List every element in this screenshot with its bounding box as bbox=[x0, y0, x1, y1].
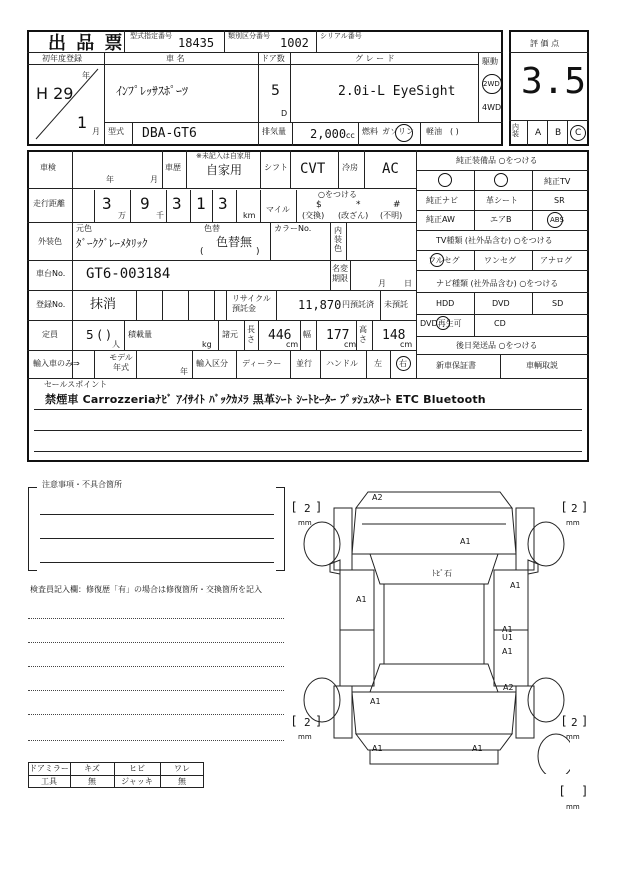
score-label: 評 価 点 bbox=[530, 39, 560, 48]
legend-r1-c4: ワレ bbox=[174, 764, 190, 773]
width-unit: cm bbox=[344, 340, 357, 349]
fuel-label: 燃料 bbox=[362, 127, 378, 136]
tire-rr-bracket-r: ] bbox=[582, 714, 587, 728]
class-no: 1002 bbox=[280, 36, 309, 50]
exterior-color-label: 外装色 bbox=[38, 237, 62, 246]
tire-rr-bracket-l: [ bbox=[562, 714, 567, 728]
class-no-label: 類別区分番号 bbox=[228, 32, 270, 40]
equip-abs: ABS bbox=[550, 216, 564, 224]
history-value: 自家用 bbox=[206, 163, 243, 177]
tire-rl-unit: mm bbox=[298, 733, 312, 741]
dmg-a1-u1-1: A1 bbox=[502, 625, 513, 634]
fuel-diesel: 軽油 bbox=[426, 127, 442, 136]
width-label: 幅 bbox=[303, 330, 311, 339]
orig-color: ﾀﾞｰｸｸﾞﾚｰﾒﾀﾘｯｸ bbox=[76, 237, 148, 250]
handle-right: 右 bbox=[399, 359, 407, 368]
inspector-label: 検査員記入欄：修復歴「有」の場合は修復箇所・交換箇所を記入 bbox=[30, 585, 262, 594]
capacity-unit: 人 bbox=[112, 340, 120, 349]
interior-a: A bbox=[535, 128, 542, 138]
mileage-digit-5: 3 bbox=[218, 194, 228, 213]
grade-value: 2.0i-L EyeSight bbox=[338, 84, 456, 99]
dims-label: 諸元 bbox=[222, 330, 238, 339]
recycle-label: リサイクル預託金 bbox=[232, 294, 271, 313]
navi-hdd: HDD bbox=[436, 299, 455, 308]
interior-c: C bbox=[575, 128, 582, 138]
dmg-a1-rear-l: A1 bbox=[372, 744, 383, 753]
meter-unknown-sym: # bbox=[393, 200, 401, 210]
meter-tamper-sym: * bbox=[356, 200, 361, 210]
equip-airbag: エアB bbox=[490, 215, 512, 224]
mileage-digit-3: 3 bbox=[172, 194, 182, 213]
dmg-a1-u1-3: A1 bbox=[502, 647, 513, 656]
name-change-day: 日 bbox=[404, 279, 412, 288]
width-value: 177 bbox=[326, 328, 350, 343]
tire-fl-bracket-r: ] bbox=[316, 500, 321, 514]
first-reg-era: H 29 bbox=[36, 84, 74, 103]
equip-aw-circle bbox=[494, 173, 508, 187]
page-title: 出 品 票 bbox=[48, 33, 125, 54]
load-label: 積載量 bbox=[128, 330, 152, 339]
navi-title: ナビ種類 (社外品含む) ○をつける bbox=[436, 279, 559, 288]
height-unit: cm bbox=[400, 340, 413, 349]
tire-fl-value: 2 bbox=[304, 502, 311, 515]
tire-fr-bracket-r: ] bbox=[582, 500, 587, 514]
handle-label: ハンドル bbox=[326, 359, 358, 368]
inspection-year: 年 bbox=[106, 175, 114, 184]
tire-spare-bracket-r: ] bbox=[582, 784, 587, 798]
import-div-label: 輸入区分 bbox=[196, 359, 228, 368]
equip-sr: SR bbox=[554, 196, 565, 205]
tv-fullseg: フルセグ bbox=[428, 256, 460, 265]
model-year-unit: 年 bbox=[180, 367, 188, 376]
navi-dvd: DVD bbox=[492, 299, 510, 308]
inspection-label: 車検 bbox=[40, 163, 56, 172]
car-name: ｲﾝﾌﾟﾚｯｻｽﾎﾟｰﾂ bbox=[116, 84, 189, 98]
dmg-a2-top: A2 bbox=[372, 493, 383, 502]
parallel: 並行 bbox=[296, 359, 312, 368]
grade-label: グ レ ー ド bbox=[355, 54, 395, 63]
load-unit: kg bbox=[202, 340, 212, 349]
displacement-value: 2,000 bbox=[310, 127, 347, 141]
equip-sr-circle bbox=[438, 173, 452, 187]
recycle-value: 11,870 bbox=[298, 298, 342, 312]
later-manual: 車輌取説 bbox=[526, 361, 558, 370]
shift-value: CVT bbox=[300, 161, 326, 177]
later-title: 後日発送品 ○をつける bbox=[456, 341, 538, 350]
tire-fr-bracket-l: [ bbox=[562, 500, 567, 514]
drive-label: 駆動 bbox=[482, 57, 498, 66]
dmg-a2-right: A2 bbox=[503, 683, 514, 692]
repaint-paren-l: ( bbox=[200, 247, 204, 257]
equip-genuine-navi: 純正ナビ bbox=[426, 196, 458, 205]
tire-spare-unit: mm bbox=[566, 803, 580, 811]
repaint-paren-r: ) bbox=[256, 247, 260, 257]
mileage-digit-4: 1 bbox=[196, 194, 206, 213]
interior-b: B bbox=[555, 128, 562, 138]
name-change-label: 名変期限 bbox=[332, 264, 348, 283]
recycle-unit: 円預託済 bbox=[342, 300, 374, 309]
mileage-digit-1: 3 bbox=[102, 194, 112, 213]
fuel-gasoline: ガソリン bbox=[382, 127, 414, 136]
navi-sd: SD bbox=[552, 299, 564, 308]
mileage-unit-km: km bbox=[243, 211, 256, 220]
first-reg-month: 1 bbox=[77, 113, 88, 132]
chassis-label: 車台No. bbox=[36, 269, 66, 278]
import-label: 輸入車のみ⇒ bbox=[33, 359, 80, 368]
tire-fr-unit: mm bbox=[566, 519, 580, 527]
length-value: 446 bbox=[268, 328, 292, 343]
repaint-label: 色替 bbox=[204, 224, 220, 233]
mileage-unit-sen: 千 bbox=[156, 211, 164, 220]
length-label: 長さ bbox=[247, 325, 255, 344]
tire-spare-bracket-l: [ bbox=[560, 784, 565, 798]
meter-exchange-sym: $ bbox=[316, 200, 322, 210]
inspection-month: 月 bbox=[150, 175, 158, 184]
handle-left: 左 bbox=[374, 359, 382, 368]
tire-rr-value: 2 bbox=[571, 716, 578, 729]
dmg-a1-u1-2: U1 bbox=[502, 633, 513, 642]
dmg-a1-hood: A1 bbox=[460, 537, 471, 546]
interior-color-label: 内装色 bbox=[334, 226, 342, 253]
legend-r2-c3: ジャッキ bbox=[121, 777, 153, 786]
notes-bracket-right bbox=[276, 487, 285, 571]
type-value: DBA-GT6 bbox=[142, 126, 197, 141]
repaint-value: 色替無 bbox=[216, 235, 253, 249]
drive-4wd: 4WD bbox=[482, 103, 502, 112]
equip-leather: 革シート bbox=[486, 196, 518, 205]
tire-fl-bracket-l: [ bbox=[292, 500, 297, 514]
first-reg-label: 初年度登録 bbox=[42, 54, 82, 63]
month-unit: 月 bbox=[92, 127, 100, 136]
tire-rl-bracket-l: [ bbox=[292, 714, 297, 728]
legend-r2-c4: 無 bbox=[178, 777, 186, 786]
tire-fr-value: 2 bbox=[571, 502, 578, 515]
mileage-label: 走行距離 bbox=[33, 199, 65, 208]
interior-label: 内装 bbox=[512, 123, 519, 138]
meter-unknown: (不明) bbox=[380, 211, 403, 220]
model-no-label: 型式指定番号 bbox=[130, 32, 172, 40]
color-no-label: カラーNo. bbox=[274, 224, 312, 233]
model-year-label: モデル年式 bbox=[109, 353, 133, 372]
serial-label: シリアル番号 bbox=[320, 32, 362, 40]
history-note: ※未記入は自家用 bbox=[196, 152, 251, 160]
equipment-title: 純正装備品 ○をつける bbox=[456, 156, 538, 165]
ac-label: 冷房 bbox=[342, 163, 358, 172]
meter-exchange: (交換) bbox=[302, 211, 325, 220]
score-value: 3.5 bbox=[521, 61, 587, 102]
dmg-stone: ﾄﾋﾞ石 bbox=[432, 569, 452, 578]
chassis-value: GT6-003184 bbox=[86, 266, 171, 282]
recycle-not: 未預託 bbox=[384, 300, 408, 309]
tire-fl-unit: mm bbox=[298, 519, 312, 527]
sales-text: 禁煙車 Carrozzeriaﾅﾋﾞ ｱｲｻｲﾄ ﾊﾞｯｸｶﾒﾗ 黒革ｼｰﾄ ｼｰﾄﾋｰﾀｰ ﾌﾟｯｼｭｽﾀｰﾄ ETC Bluetooth bbox=[45, 393, 486, 406]
height-value: 148 bbox=[382, 328, 406, 343]
dmg-a1-left: A1 bbox=[356, 595, 367, 604]
doors-value: 5 bbox=[271, 83, 280, 99]
tire-rr-unit: mm bbox=[566, 733, 580, 741]
meter-tamper: (改ざん) bbox=[338, 211, 369, 220]
navi-cd: CD bbox=[494, 319, 506, 328]
tv-oneseg: ワンセグ bbox=[484, 256, 516, 265]
length-unit: cm bbox=[286, 340, 299, 349]
mileage-unit-man: 万 bbox=[118, 211, 126, 220]
year-unit: 年 bbox=[82, 71, 90, 80]
displacement-unit: cc bbox=[346, 131, 355, 140]
capacity-value: 5 ( ) bbox=[86, 328, 111, 342]
capacity-label: 定員 bbox=[42, 330, 58, 339]
height-label: 高さ bbox=[359, 325, 367, 344]
doors-sub: D bbox=[281, 109, 288, 118]
notes-bracket-left bbox=[28, 487, 37, 571]
legend-r2-c2: 無 bbox=[88, 777, 96, 786]
legend-r1-c3: ヒビ bbox=[129, 764, 145, 773]
orig-color-label: 元色 bbox=[76, 224, 92, 233]
tv-analog: アナログ bbox=[540, 256, 572, 265]
shift-label: シフト bbox=[264, 163, 288, 172]
tire-rl-value: 2 bbox=[304, 716, 311, 729]
mile-label: マイル bbox=[266, 205, 290, 214]
navi-dvd-play: DVD再生可 bbox=[420, 319, 462, 328]
legend-r1-c2: キズ bbox=[84, 764, 100, 773]
name-change-month: 月 bbox=[378, 279, 386, 288]
mileage-digit-2: 9 bbox=[140, 194, 150, 213]
car-name-label: 車 名 bbox=[166, 54, 185, 63]
type-label: 型式 bbox=[108, 127, 124, 136]
model-no: 18435 bbox=[178, 36, 215, 50]
drive-2wd: 2WD bbox=[483, 80, 500, 88]
tv-title: TV種類 (社外品含む) ○をつける bbox=[436, 236, 553, 245]
dmg-a1-left-lower: A1 bbox=[370, 697, 381, 706]
equip-genuine-aw: 純正AW bbox=[426, 215, 455, 224]
later-warranty: 新車保証書 bbox=[436, 361, 476, 370]
dealer: ディーラー bbox=[242, 359, 282, 368]
displacement-label: 排気量 bbox=[262, 127, 286, 136]
legend-r1-c1: ドアミラー bbox=[29, 764, 69, 773]
reg-value: 抹消 bbox=[90, 297, 117, 312]
tire-rl-bracket-r: ] bbox=[316, 714, 321, 728]
meter-note: ○をつける bbox=[318, 190, 357, 199]
history-label: 車歴 bbox=[165, 163, 181, 172]
equip-genuine-tv: 純正TV bbox=[544, 177, 571, 186]
reg-label: 登録No. bbox=[36, 300, 66, 309]
car-diagram bbox=[300, 484, 570, 774]
fuel-paren: ( ) bbox=[450, 127, 459, 136]
dmg-a1-rear-r: A1 bbox=[472, 744, 483, 753]
legend-r2-c1: 工具 bbox=[41, 777, 57, 786]
ac-value: AC bbox=[382, 161, 399, 177]
notes-label: 注意事項・不具合箇所 bbox=[42, 480, 122, 489]
dmg-a1-right: A1 bbox=[510, 581, 521, 590]
sales-label: セールスポイント bbox=[44, 380, 108, 389]
doors-label: ドア数 bbox=[261, 54, 285, 63]
